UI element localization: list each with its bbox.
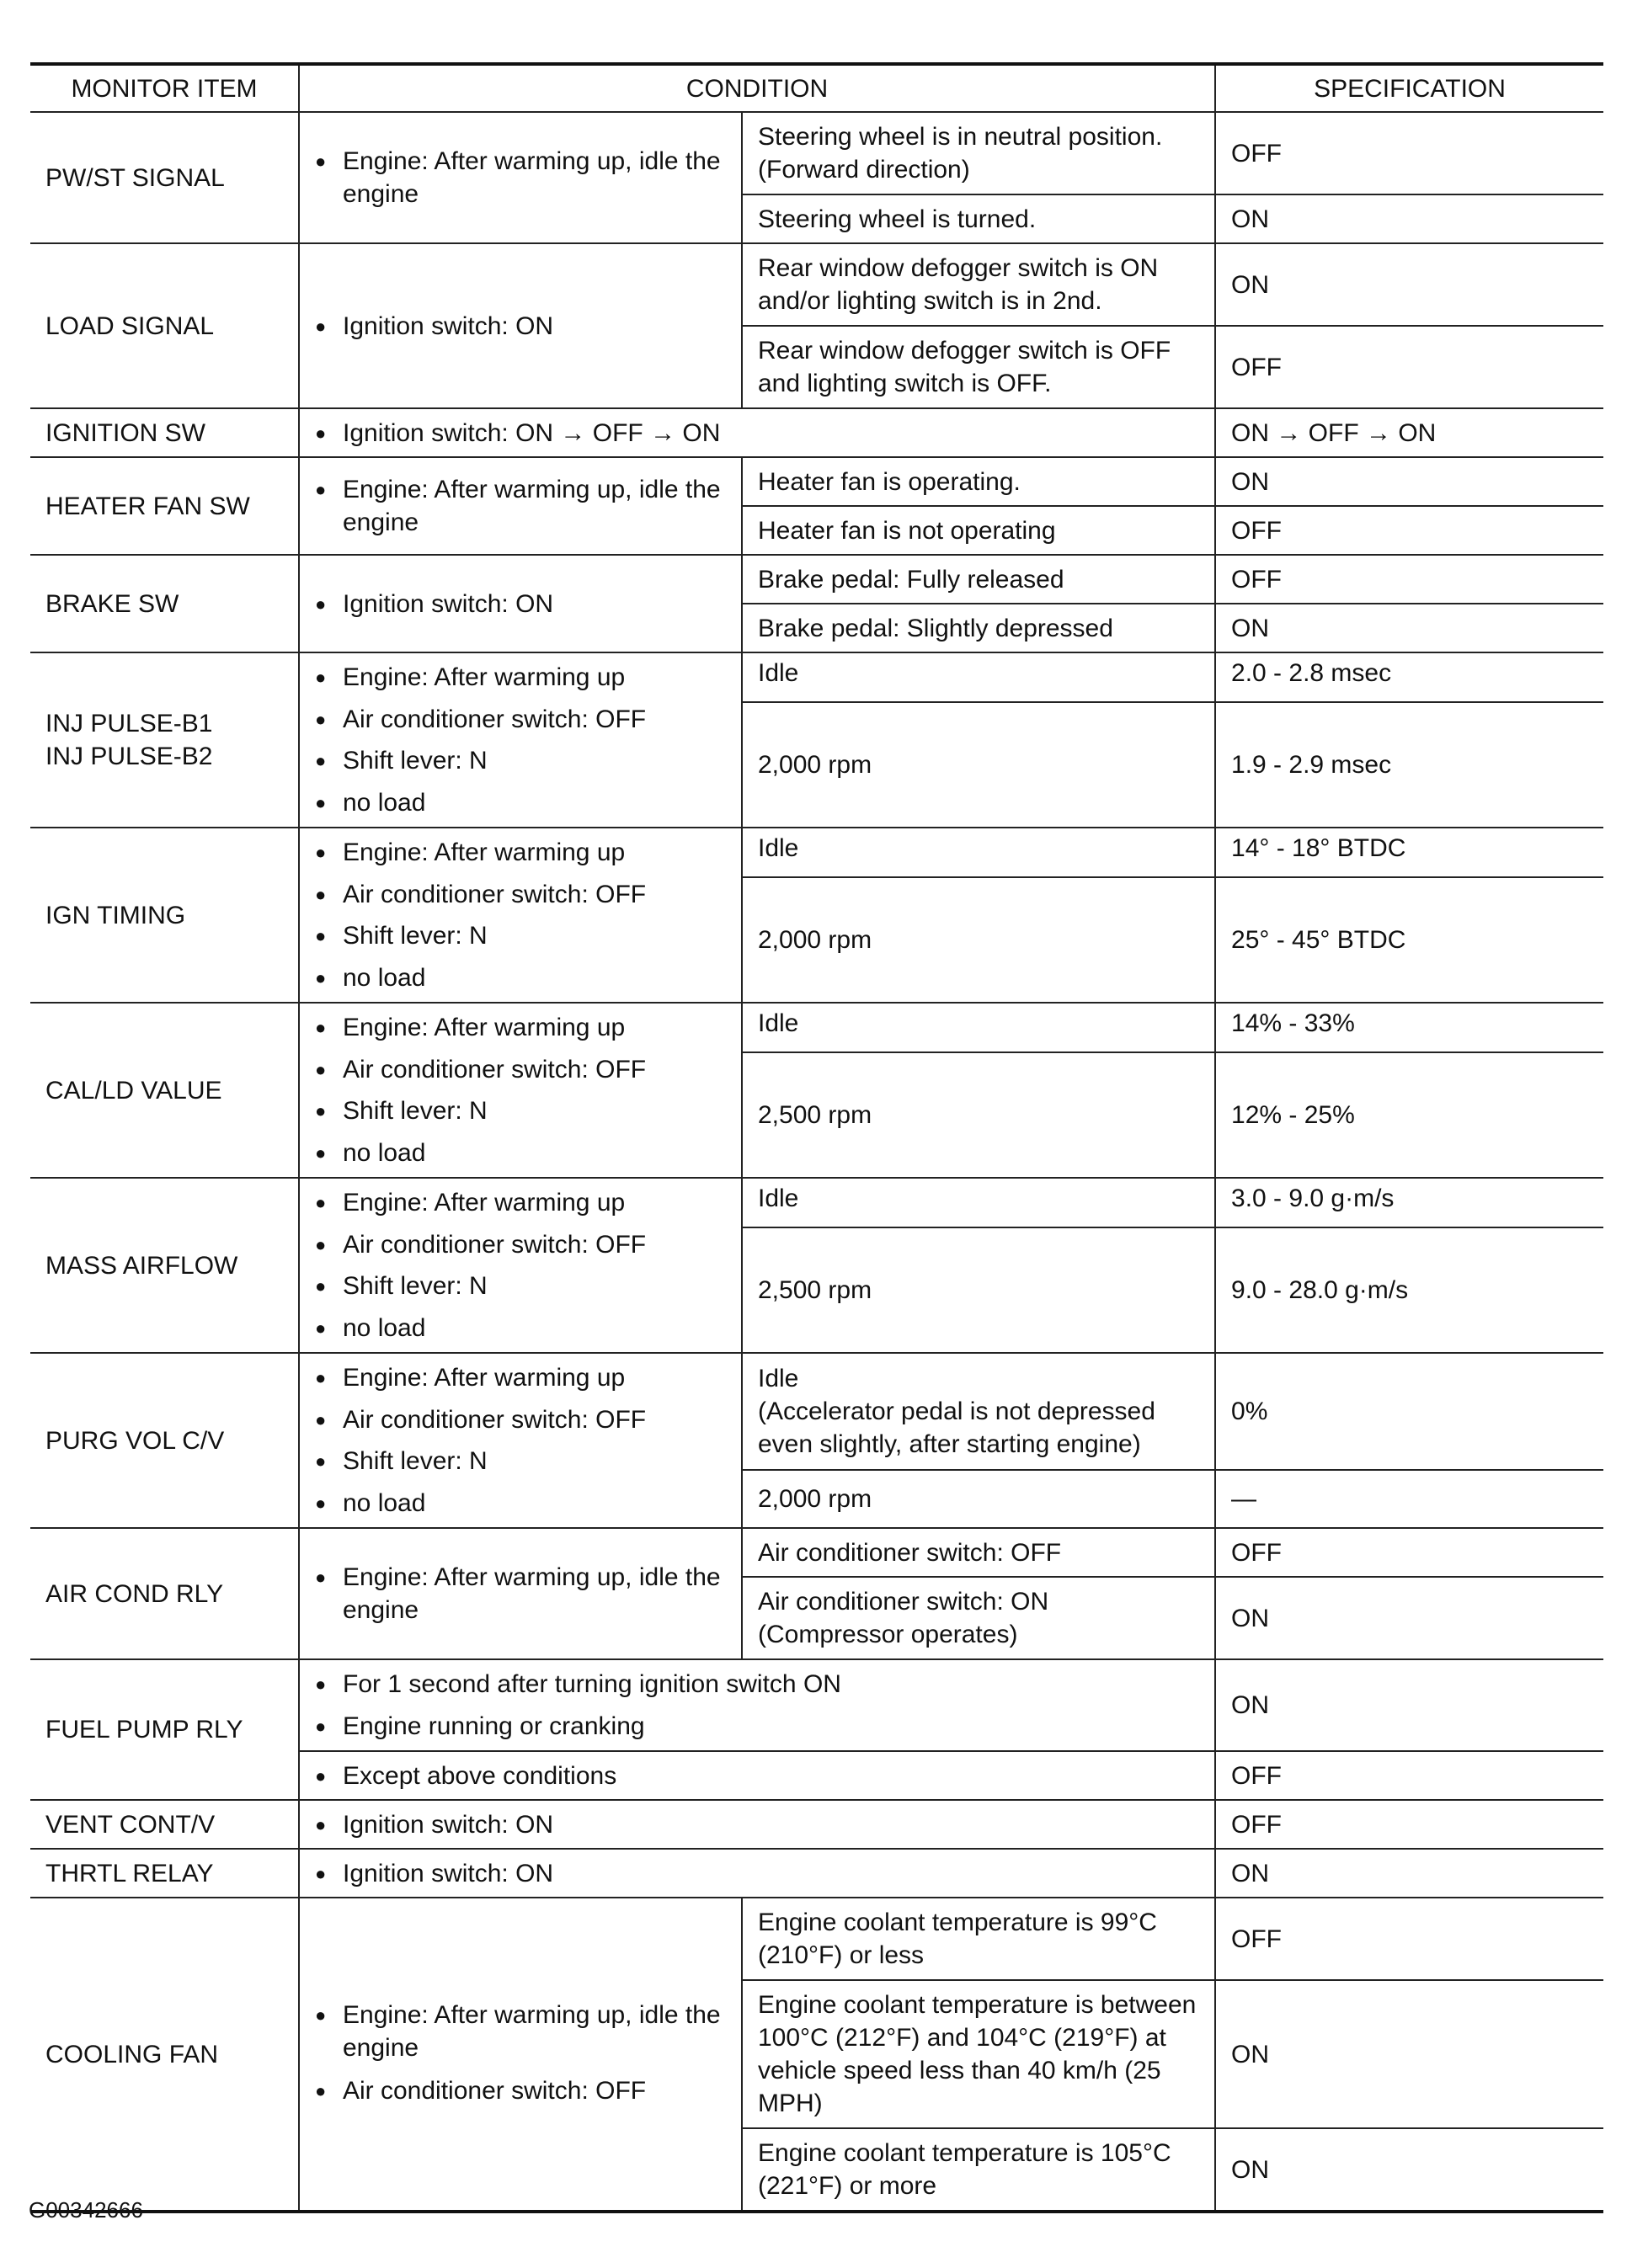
table-row [30, 828, 1603, 877]
table-row [30, 112, 1603, 194]
spec-value: ON [1215, 457, 1603, 506]
condition-detail: 2,000 rpm [742, 1470, 1215, 1528]
condition-bullet: ● no load [315, 782, 726, 824]
condition-bullet: ● Engine: After warming up [315, 1182, 726, 1224]
monitor-spec-table [30, 62, 1603, 2213]
spec-value: ON [1215, 1577, 1603, 1659]
monitor-item: COOLING FAN [30, 1898, 299, 2212]
spec-value: ON [1215, 2128, 1603, 2212]
spec-value: 12% - 25% [1215, 1052, 1603, 1178]
spec-value: 2.0 - 2.8 msec [1215, 652, 1603, 702]
condition-detail: Brake pedal: Fully released [742, 555, 1215, 604]
condition-detail: Air conditioner switch: ON (Compressor operates) [742, 1577, 1215, 1659]
condition-bullet: ● Shift lever: N [315, 1265, 726, 1307]
monitor-item: INJ PULSE-B2 [45, 743, 213, 770]
spec-value: 1.9 - 2.9 msec [1215, 702, 1603, 828]
condition-detail: Idle [742, 652, 1215, 702]
monitor-item: BRAKE SW [30, 555, 299, 652]
condition-bullet: ● Engine: After warming up [315, 1007, 726, 1049]
condition-detail: Idle [742, 828, 1215, 877]
table-row [30, 555, 1603, 604]
spec-value: OFF [1215, 1528, 1603, 1577]
monitor-item: FUEL PUMP RLY [30, 1659, 299, 1800]
table-row [30, 457, 1603, 506]
monitor-item: PW/ST SIGNAL [30, 112, 299, 243]
table-header-row [30, 64, 1603, 112]
condition-bullet: ● Ignition switch: ON [315, 310, 726, 343]
spec-value: — [1215, 1470, 1603, 1528]
spec-value: OFF [1215, 1751, 1603, 1800]
condition-bullet: ● Shift lever: N [315, 1440, 726, 1483]
table-row [30, 1528, 1603, 1577]
spec-value: ON → OFF → ON [1215, 408, 1603, 457]
condition-detail: 2,500 rpm [742, 1227, 1215, 1353]
monitor-item: IGNITION SW [30, 408, 299, 457]
table-row [30, 243, 1603, 326]
monitor-item: THRTL RELAY [30, 1849, 299, 1898]
monitor-item: INJ PULSE-B1 [45, 710, 213, 737]
monitor-item: AIR COND RLY [30, 1528, 299, 1659]
spec-value: 0% [1215, 1353, 1603, 1470]
spec-value: OFF [1215, 1898, 1603, 1980]
monitor-item: PURG VOL C/V [30, 1353, 299, 1528]
table-row [30, 1353, 1603, 1470]
spec-value: ON [1215, 1659, 1603, 1751]
condition-bullet: ● Engine: After warming up, idle the engine [315, 1999, 726, 2064]
header-monitor-item: MONITOR ITEM [30, 64, 299, 112]
condition-bullet: ● Ignition switch: ON [315, 588, 726, 620]
monitor-item: IGN TIMING [30, 828, 299, 1003]
spec-value: ON [1215, 194, 1603, 243]
spec-value: 14° - 18° BTDC [1215, 828, 1603, 877]
condition-bullet: ● Ignition switch: ON [315, 1808, 1199, 1841]
spec-value: 3.0 - 9.0 g·m/s [1215, 1178, 1603, 1227]
monitor-item: VENT CONT/V [30, 1800, 299, 1849]
figure-id: G00342666 [29, 2197, 143, 2223]
table-row [30, 652, 1603, 702]
condition-bullet: ● Except above conditions [315, 1760, 1199, 1792]
condition-bullet: ● Air conditioner switch: OFF [315, 2071, 726, 2111]
condition-detail: Heater fan is not operating [742, 506, 1215, 555]
condition-detail: Rear window defogger switch is ON and/or lighting switch is in 2nd. [742, 243, 1215, 326]
table-row [30, 1800, 1603, 1849]
condition-bullet: ● no load [315, 1307, 726, 1350]
condition-bullet: ● no load [315, 957, 726, 999]
spec-value: OFF [1215, 326, 1603, 408]
condition-bullet: ● Air conditioner switch: OFF [315, 699, 726, 741]
condition-detail: Idle [742, 1003, 1215, 1052]
spec-value: OFF [1215, 555, 1603, 604]
spec-value: ON [1215, 1980, 1603, 2128]
table-row [30, 1659, 1603, 1751]
condition-detail: 2,000 rpm [742, 702, 1215, 828]
table-row [30, 1898, 1603, 1980]
condition-detail: Air conditioner switch: OFF [742, 1528, 1215, 1577]
monitor-item: HEATER FAN SW [30, 457, 299, 555]
condition-bullet: ● Engine: After warming up [315, 832, 726, 874]
condition-bullet: ● Engine running or cranking [315, 1706, 1199, 1748]
condition-bullet: ● Air conditioner switch: OFF [315, 874, 726, 916]
condition-bullet: ● Engine: After warming up [315, 657, 726, 699]
header-specification: SPECIFICATION [1215, 64, 1603, 112]
condition-bullet: ● no load [315, 1483, 726, 1525]
monitor-item: LOAD SIGNAL [30, 243, 299, 408]
spec-value: OFF [1215, 506, 1603, 555]
condition-detail: 2,000 rpm [742, 877, 1215, 1003]
spec-value: 14% - 33% [1215, 1003, 1603, 1052]
condition-bullet: ● Engine: After warming up, idle the engine [315, 473, 726, 539]
spec-value: 9.0 - 28.0 g·m/s [1215, 1227, 1603, 1353]
condition-bullet: ● Engine: After warming up, idle the engine [315, 1561, 726, 1626]
spec-value: OFF [1215, 112, 1603, 194]
table-row [30, 1849, 1603, 1898]
condition-bullet: ● Shift lever: N [315, 740, 726, 782]
condition-bullet: ● For 1 second after turning ignition switch ON [315, 1664, 1199, 1706]
condition-detail: Steering wheel is turned. [742, 194, 1215, 243]
condition-detail: Engine coolant temperature is 105°C (221°F) or more [742, 2128, 1215, 2212]
condition-bullet: ● Engine: After warming up [315, 1357, 726, 1399]
condition-bullet: ● Engine: After warming up, idle the engine [315, 145, 726, 210]
table-row [30, 1178, 1603, 1227]
table-row [30, 408, 1603, 457]
condition-detail: Engine coolant temperature is 99°C (210°F) or less [742, 1898, 1215, 1980]
condition-bullet: ● Ignition switch: ON → OFF → ON [315, 417, 1199, 450]
condition-detail: Brake pedal: Slightly depressed [742, 604, 1215, 652]
condition-detail: Idle (Accelerator pedal is not depressed even slightly, after starting engine) [742, 1353, 1215, 1470]
spec-value: ON [1215, 243, 1603, 326]
spec-value: ON [1215, 1849, 1603, 1898]
condition-bullet: ● Ignition switch: ON [315, 1857, 1199, 1890]
condition-bullet: ● no load [315, 1132, 726, 1174]
condition-bullet: ● Air conditioner switch: OFF [315, 1224, 726, 1266]
condition-detail: Heater fan is operating. [742, 457, 1215, 506]
spec-value: OFF [1215, 1800, 1603, 1849]
table-row [30, 1003, 1603, 1052]
condition-detail: Engine coolant temperature is between 100°C (212°F) and 104°C (219°F) at vehicle speed less than 40 km/h (25 MPH) [742, 1980, 1215, 2128]
header-condition: CONDITION [299, 64, 1215, 112]
spec-value: ON [1215, 604, 1603, 652]
condition-detail: Steering wheel is in neutral position. (Forward direction) [742, 112, 1215, 194]
spec-value: 25° - 45° BTDC [1215, 877, 1603, 1003]
condition-bullet: ● Shift lever: N [315, 1090, 726, 1132]
monitor-item: MASS AIRFLOW [30, 1178, 299, 1353]
condition-bullet: ● Air conditioner switch: OFF [315, 1399, 726, 1441]
condition-detail: Idle [742, 1178, 1215, 1227]
monitor-item: CAL/LD VALUE [30, 1003, 299, 1178]
condition-detail: 2,500 rpm [742, 1052, 1215, 1178]
condition-bullet: ● Air conditioner switch: OFF [315, 1049, 726, 1091]
condition-detail: Rear window defogger switch is OFF and lighting switch is OFF. [742, 326, 1215, 408]
condition-bullet: ● Shift lever: N [315, 915, 726, 957]
